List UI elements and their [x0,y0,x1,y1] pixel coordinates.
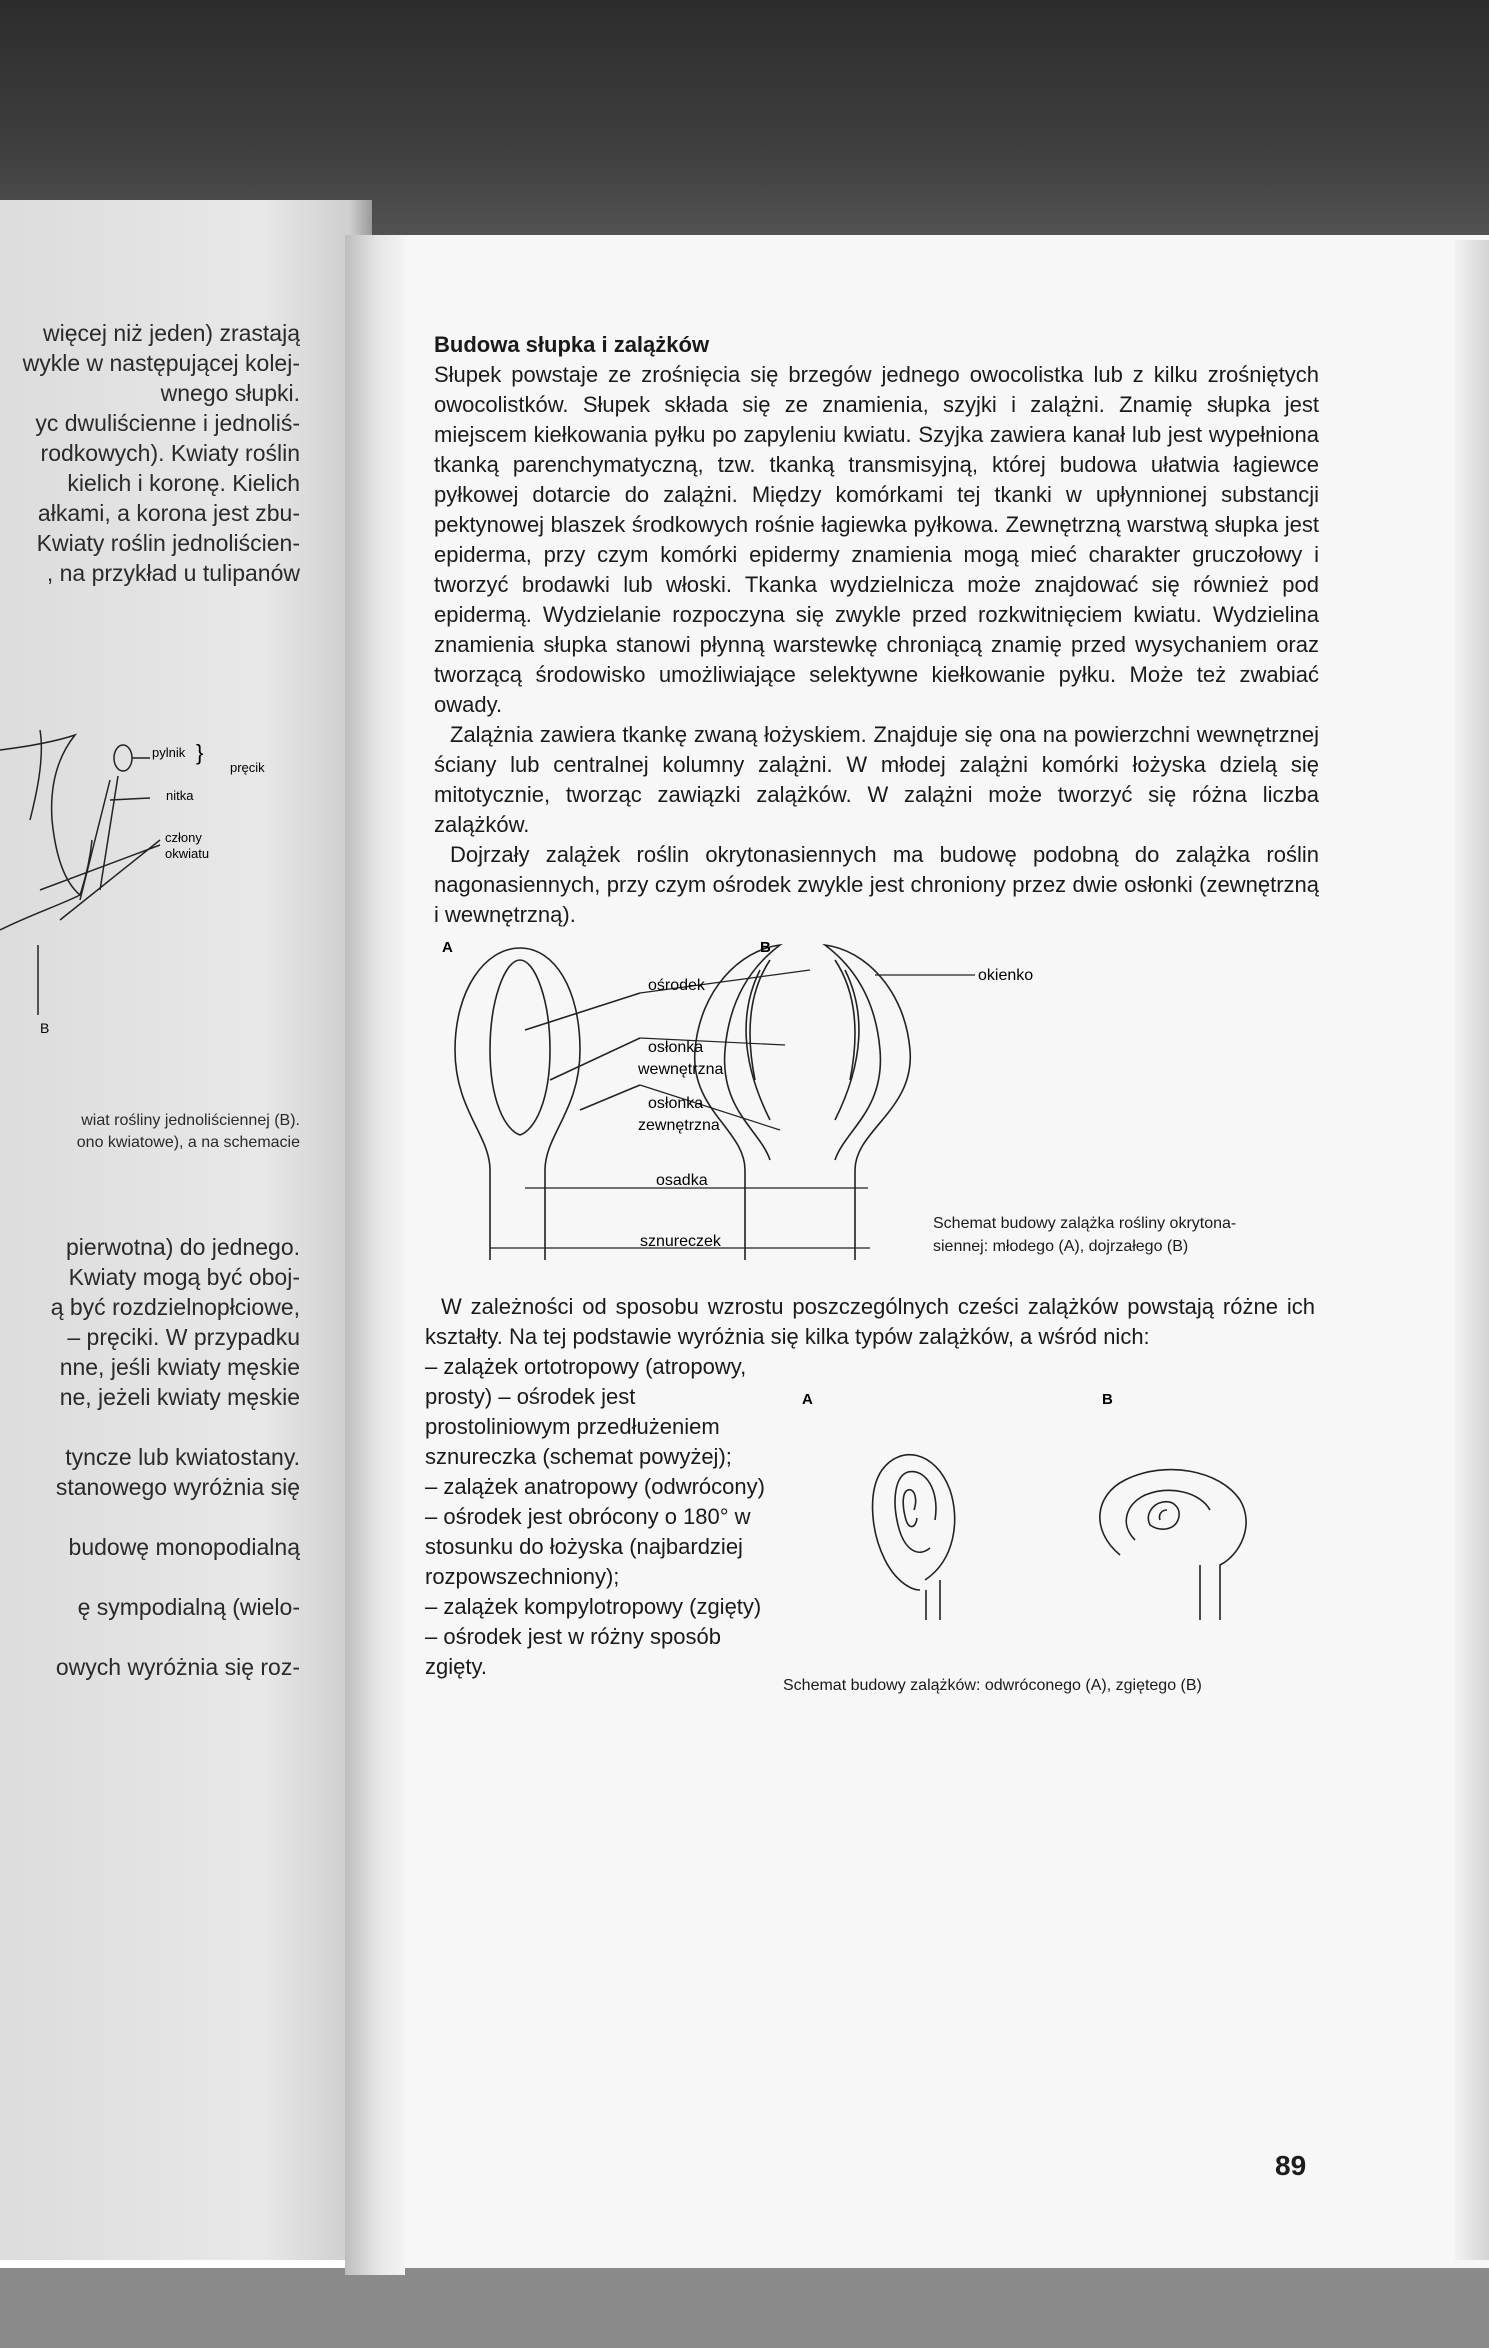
nitka-label: nitka [166,788,194,803]
right-page-types-intro [425,1292,1315,1352]
left-line: Kwiaty mogą być oboj- [68,1264,300,1290]
list-item: – zalążek ortotropowy (atropowy, prosty) – ośrodek jest prostoliniowym przedłużeniem sznureczka (schemat powyżej); [425,1354,747,1469]
label-oslonka-w-2: wewnętrzna [638,1061,724,1078]
left-caption-line: wiat rośliny jednoliściennej (B). [81,1112,300,1129]
left-line: nne, jeśli kwiaty męskie [59,1354,300,1380]
label-okienko: okienko [978,967,1034,984]
list-item: – zalążek anatropowy (odwrócony) – ośrodek jest obrócony o 180° w stosunku do łożyska (najbardziej rozpowszechniony); [425,1474,765,1589]
left-line [0,1622,300,1652]
figure1-label-a: A [442,939,453,956]
left-line: wnego słupki. [160,380,300,406]
section-heading: Budowa słupka i zalążków [434,332,710,357]
left-line: tyncze lub kwiatostany. [65,1444,300,1470]
left-line: wykle w następującej kolej- [22,350,300,376]
czlony-label: człony [165,830,202,845]
flower-label-b: B [40,1020,50,1036]
pylnik-label: pylnik [152,745,186,760]
figure2-caption: Schemat budowy zalążków: odwróconego (A), zgiętego (B) [783,1677,1202,1694]
ovule-types-list [425,1352,765,1682]
precik-label: pręcik [230,760,265,775]
left-line [0,1562,300,1592]
left-caption-line: ono kwiatowe), a na schemacie [76,1134,300,1151]
left-line: budowę monopodialną [68,1534,300,1560]
figure1-label-b: B [760,939,771,956]
left-line: owych wyróżnia się roz- [55,1654,300,1680]
left-line: pierwotna) do jednego. [66,1234,300,1260]
label-osadka: osadka [656,1172,708,1189]
paragraph-1: Słupek powstaje ze zrośnięcia się brzegów jednego owocolistka lub z kilku zrośniętych owocolistków. Słupek składa się ze znamienia, szyjki i zalążni. Znamię słupka jest miejscem kiełkowania pyłku po zapyleniu kwiatu. Szyjka zawiera kanał lub jest wypełniona tkanką parenchymatyczną, tzw. tkanką transmisyjną, której budowa ułatwia łagiewce pyłkowej dotarcie do zalążni. Między komórkami tej tkanki w upłynnionej substancji pektynowej blaszek środkowych rośnie łagiewka pyłkowa. Zewnętrzną warstwą słupka jest epiderma, przy czym komórki epidermy znamienia mogą mieć charakter gruczołowy i tworzyć brodawki lub włoski. Tkanka wydzielnicza może znajdować się również pod epidermą. Wydzielanie rozpoczyna się zwykle przed rozkwitnięciem kwiatu. Wydzielina znamienia słupka stanowi płynną warstewkę chroniącą znamię przed wysychaniem oraz tworzącą środowisko umożliwiające selektywne kiełkowanie pyłku. Może też zwabiać owady. [434,362,1319,717]
left-line: – pręciki. W przypadku [67,1324,300,1350]
page-number: 89 [1275,2150,1307,2181]
label-sznureczek: sznureczek [640,1233,721,1250]
list-item: – zalążek kompylotropowy (zgięty) – ośrodek jest w różny sposób zgięty. [425,1594,762,1679]
left-line: , na przykład u tulipanów [46,560,300,586]
book-spine [345,235,405,2275]
label-oslonka-z-2: zewnętrzna [638,1117,720,1134]
left-line: kielich i koronę. Kielich [67,470,300,496]
okwiatu-label: okwiatu [165,846,210,861]
left-page-text-block-2 [0,1232,300,1682]
left-line: ą być rozdzielnopłciowe, [50,1294,300,1320]
figure2-label-a: A [802,1391,813,1408]
scanner-background-bottom [0,2268,1489,2348]
brace: } [196,740,204,765]
left-line: ę sympodialną (wielo- [77,1594,300,1620]
left-line: rodkowych). Kwiaty roślin [40,440,300,466]
paragraph-4: W zależności od sposobu wzrostu poszczególnych cześci zalążków powstają różne ich kształty. Na tej podstawie wyróżnia się kilka typów zalążków, a wśród nich: [425,1294,1315,1349]
figure1-caption-line: siennej: młodego (A), dojrzałego (B) [933,1238,1189,1255]
paragraph-3: Dojrzały zalążek roślin okrytonasiennych ma budowę podobną do zalążka roślin nagonasiennych, przy czym ośrodek zwykle jest chroniony przez dwie osłonki (zewnętrzną i wewnętrzną). [434,842,1319,927]
label-osrodek: ośrodek [648,977,705,994]
left-line [0,1412,300,1442]
right-page-intro [434,330,1319,930]
left-page-caption [0,1110,300,1154]
page-edge-shadow [1455,240,1489,2260]
left-line [0,1502,300,1532]
flower-diagram [0,720,330,1050]
figure2-label-b: B [1102,1391,1113,1408]
figure1-caption-line: Schemat budowy zalążka rośliny okrytona- [933,1215,1237,1232]
label-oslonka-w-1: osłonka [648,1039,704,1056]
figure1-caption [933,1212,1236,1258]
left-line: ne, jeżeli kwiaty męskie [59,1384,300,1410]
left-line: stanowego wyróżnia się [55,1474,300,1500]
label-oslonka-z-1: osłonka [648,1095,704,1112]
left-line: ałkami, a korona jest zbu- [37,500,300,526]
paragraph-2: Zalążnia zawiera tkankę zwaną łożyskiem. Znajduje się ona na powierzchni wewnętrznej ściany lub centralnej kolumny zalążni. W młodej zalążni komórki łożyska dzielą się mitotycznie, tworząc zawiązki zalążków. W zalążni może tworzyć się różna liczba zalążków. [434,722,1319,837]
left-page-text-block-1 [0,318,300,588]
left-line: więcej niż jeden) zrastają [43,320,300,346]
ovule-figure-2 [790,1380,1330,1660]
left-line: Kwiaty roślin jednoliścien- [36,530,300,556]
left-line: yc dwuliścienne i jednoliś- [35,410,300,436]
